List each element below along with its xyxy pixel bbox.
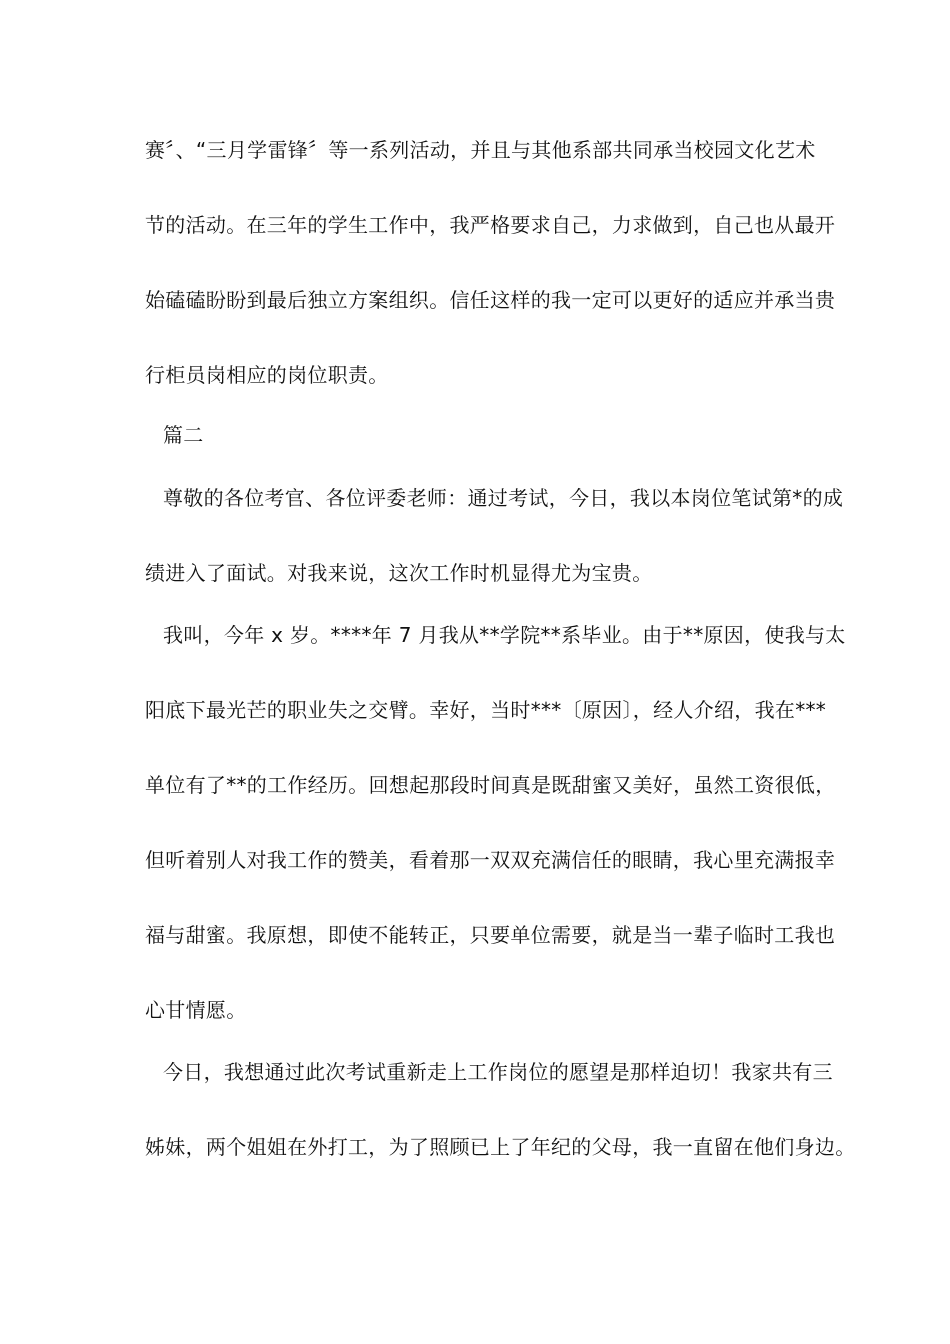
paragraph-line: 绩进入了面试。对我来说，这次工作时机显得尤为宝贵。 — [145, 561, 653, 585]
paragraph-line: 姊妹，两个姐姐在外打工，为了照顾已上了年纪的父母，我一直留在他们身边。 — [145, 1135, 856, 1159]
paragraph-line: 始磕磕盼盼到最后独立方案组织。信任这样的我一定可以更好的适应并承当贵 — [145, 288, 836, 312]
paragraph-line: 我叫，今年 x 岁。****年 7 月我从**学院**系毕业。由于**原因，使我与太 — [163, 623, 846, 647]
paragraph-line: 阳底下最光芒的职业失之交臂。幸好，当时***〔原因〕，经人介绍，我在*** — [145, 698, 827, 722]
paragraph-line: 但听着别人对我工作的赞美，看着那一双双充满信任的眼睛，我心里充满报幸 — [145, 848, 836, 872]
paragraph-line: 单位有了**的工作经历。回想起那段时间真是既甜蜜又美好，虽然工资很低， — [145, 773, 836, 797]
paragraph-line: 赛〞、“三月学雷锋〞等一系列活动，并且与其他系部共同承当校园文化艺术 — [145, 138, 816, 162]
paragraph-line: 今日，我想通过此次考试重新走上工作岗位的愿望是那样迫切！我家共有三 — [163, 1060, 833, 1084]
paragraph-line: 尊敬的各位考官、各位评委老师：通过考试，今日，我以本岗位笔试第*的成 — [163, 486, 844, 510]
paragraph-line: 心甘情愿。 — [145, 998, 247, 1022]
paragraph-line: 节的活动。在三年的学生工作中，我严格要求自己，力求做到，自己也从最开 — [145, 213, 836, 237]
paragraph-line: 福与甜蜜。我原想，即使不能转正，只要单位需要，就是当一辈子临时工我也 — [145, 923, 836, 947]
paragraph-line: 行柜员岗相应的岗位职责。 — [145, 363, 389, 387]
section-heading: 篇二 — [163, 423, 204, 447]
